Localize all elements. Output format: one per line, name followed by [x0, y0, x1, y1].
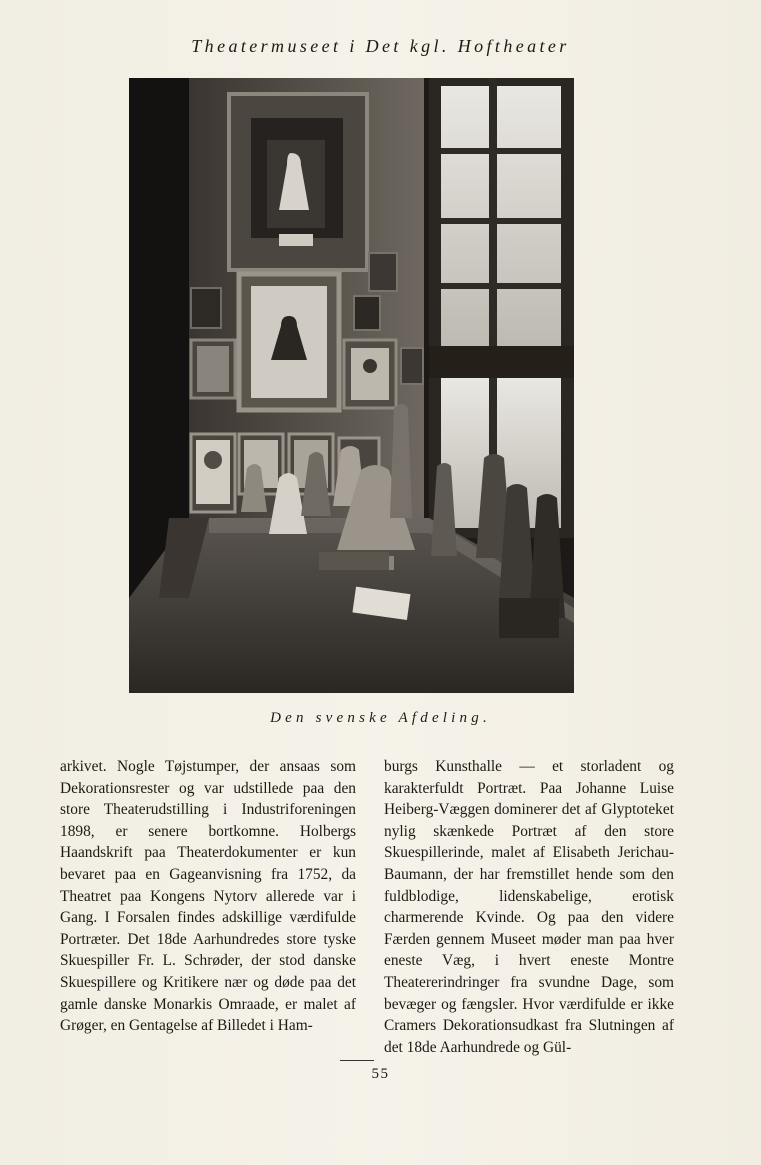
text-column-right [384, 756, 674, 1058]
paragraph: arkivet. Nogle Tøjstumper, der ansaas som Dekorationsrester og var udstillede paa den store Theaterudstilling i Industriforeningen 1898, er senere bortkomne. Holbergs Haandskrift paa Theaterdokumenter er kun bevaret paa en Gageanvisning fra 1752, da Theatret paa Kongens Nytorv allerede var i Gang. I Forsalen findes adskillige værdifulde Portræter. Det 18de Aarhundredes store tyske Skuespiller Fr. L. Schrøder, der stod danske Skuespillere og Kritikere nær og døde paa det gamle danske Monarkis Omraade, er malet af Grøger, en Gentagelse af Billedet i Ham- [60, 758, 356, 1035]
text-column-left [60, 756, 356, 1037]
running-title: Theatermuseet i Det kgl. Hoftheater [191, 36, 570, 56]
footer-rule [340, 1060, 374, 1061]
page-number: 55 [371, 1066, 390, 1082]
museum-photograph [129, 78, 574, 693]
paragraph: burgs Kunsthalle — et storladent og karakterfuldt Portræt. Paa Johanne Luise Heiberg-Væggen dominerer det af Glyptoteket nylig skænkede Portræt af den store Skuespillerinde, malet af Elisabeth Jerichau-Baumann, der har fremstillet hende som den fuldblodige, lidenskabelige, erotisk charmerende Kvinde. Og paa den videre Færden gennem Museet møder man paa hver eneste Væg, i hvert eneste Montre Theatererindringer fra svundne Dage, som bevæger og fængsler. Hvor værdifulde er ikke Cramers Dekorationsudkast fra Slutningen af det 18de Aarhundrede og Gül- [384, 758, 674, 1056]
figure-caption: Den svenske Afdeling. [270, 710, 491, 726]
